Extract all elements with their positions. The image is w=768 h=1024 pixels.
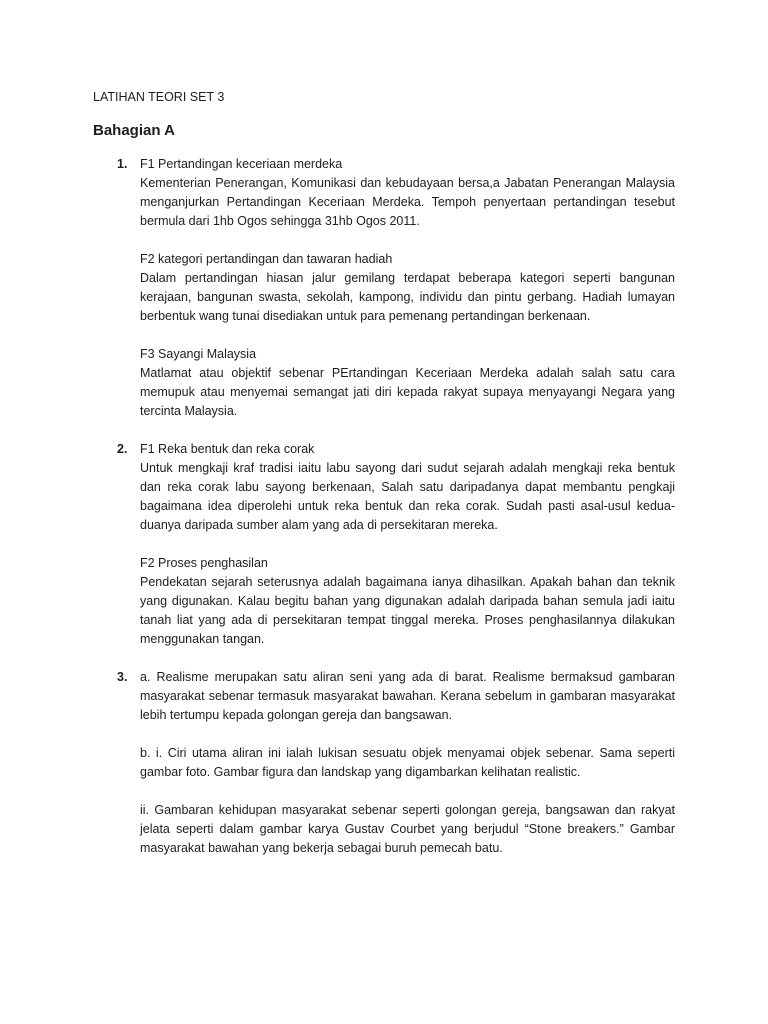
numbered-list bbox=[117, 155, 677, 877]
answer-heading: F2 Proses penghasilan bbox=[140, 556, 268, 570]
answer-paragraph: a. Realisme merupakan satu aliran seni yang ada di barat. Realisme bermaksud gambaran masyarakat sebenar termasuk masyarakat bawahan. Kerana sebelum in gambaran masyarakat lebih tertumpu kepada golongan gereja dan bangsawan. bbox=[140, 670, 675, 722]
document-title: LATIHAN TEORI SET 3 bbox=[93, 90, 225, 104]
answer-heading: F2 kategori pertandingan dan tawaran hadiah bbox=[140, 252, 393, 266]
answer-block bbox=[140, 250, 675, 326]
list-item bbox=[117, 155, 677, 440]
list-item-number: 1. bbox=[117, 157, 128, 171]
list-item bbox=[117, 668, 677, 877]
answer-block bbox=[140, 155, 675, 231]
answer-block bbox=[140, 345, 675, 421]
answer-block bbox=[140, 801, 675, 858]
answer-paragraph: Pendekatan sejarah seterusnya adalah bagaimana ianya dihasilkan. Apakah bahan dan teknik yang digunakan. Kalau begitu bahan yang digunakan adalah daripada bahan semula jadi iaitu tanah liat yang ada di persekitaran tempat tinggal mereka. Proses penghasilannya dilakukan menggunakan tangan. bbox=[140, 575, 675, 646]
answer-paragraph: ii. Gambaran kehidupan masyarakat sebenar seperti golongan gereja, bangsawan dan rakyat jelata seperti dalam gambar karya Gustav Courbet yang berjudul “Stone breakers.” Gambar masyarakat bawahan yang bekerja sebagai buruh pemecah batu. bbox=[140, 803, 675, 855]
answer-heading: F1 Reka bentuk dan reka corak bbox=[140, 442, 315, 456]
list-item-number: 2. bbox=[117, 442, 128, 456]
answer-block bbox=[140, 440, 675, 535]
list-item-content bbox=[140, 155, 675, 440]
answer-paragraph: Kementerian Penerangan, Komunikasi dan kebudayaan bersa,a Jabatan Penerangan Malaysia menganjurkan Pertandingan Keceriaan Merdeka. Tempoh penyertaan pertandingan tesebut bermula dari 1hb Ogos sehingga 31hb Ogos 2011. bbox=[140, 176, 675, 228]
list-item-content bbox=[140, 440, 675, 668]
answer-paragraph: b. i. Ciri utama aliran ini ialah lukisan sesuatu objek menyamai objek sebenar. Sama seperti gambar foto. Gambar figura dan landskap yang digambarkan kelihatan realistic. bbox=[140, 746, 675, 779]
answer-block bbox=[140, 668, 675, 725]
list-item bbox=[117, 440, 677, 668]
section-heading: Bahagian A bbox=[93, 122, 175, 139]
list-item-number: 3. bbox=[117, 670, 128, 684]
answer-block bbox=[140, 744, 675, 782]
answer-heading: F3 Sayangi Malaysia bbox=[140, 347, 257, 361]
list-item-content bbox=[140, 668, 675, 877]
answer-block bbox=[140, 554, 675, 649]
answer-paragraph: Matlamat atau objektif sebenar PErtandingan Keceriaan Merdeka adalah salah satu cara memupuk atau menyemai semangat jati diri kepada rakyat supaya menyayangi Negara yang tercinta Malaysia. bbox=[140, 366, 675, 418]
answer-paragraph: Untuk mengkaji kraf tradisi iaitu labu sayong dari sudut sejarah adalah mengkaji reka bentuk dan reka corak labu sayong berkenaan, Salah satu daripadanya dapat membantu pengkaji bagaimana idea diperolehi untuk reka bentuk dan reka corak. Sudah pasti asal-usul kedua-duanya daripada sumber alam yang ada di persekitaran mereka. bbox=[140, 461, 675, 532]
answer-heading: F1 Pertandingan keceriaan merdeka bbox=[140, 157, 343, 171]
answer-paragraph: Dalam pertandingan hiasan jalur gemilang terdapat beberapa kategori seperti bangunan kerajaan, bangunan swasta, sekolah, kampong, individu dan pintu gerbang. Hadiah lumayan berbentuk wang tunai disediakan untuk para pemenang pertandingan berkenaan. bbox=[140, 271, 675, 323]
